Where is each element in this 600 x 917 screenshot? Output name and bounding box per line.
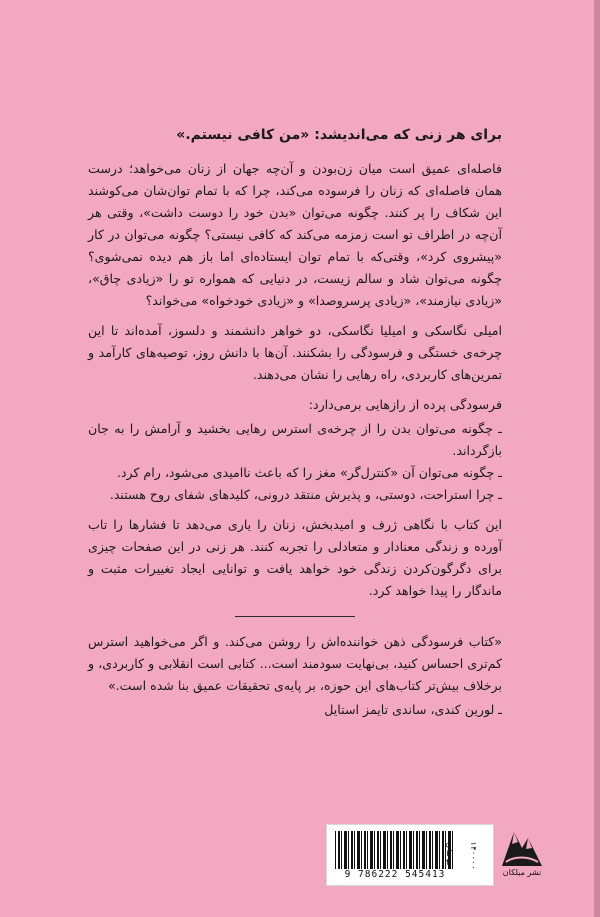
back-cover-text (88, 124, 502, 721)
publisher-logo (498, 822, 546, 884)
isbn-number: 9 786222 545413 (344, 869, 446, 880)
review-attribution: ـ لورین کندی، ساندی تایمز استایل (324, 702, 502, 717)
barcode-bars-icon (335, 831, 453, 869)
list-item: ـ چرا استراحت، دوستی، و پذیرش منتقد درونی، کلیدهای شفای روح هستند. (109, 487, 502, 502)
list-item: ـ چگونه می‌توان بدن را از چرخه‌ی استرس رهایی بخشید و آرامش را به جان بازگرداند. (88, 421, 502, 458)
review-quote: «کتاب فرسودگی ذهن خواننده‌اش را روشن می‌کند. و اگر می‌خواهید استرس کم‌تری احساس کنید، بی‌نهایت سودمند است... کتابی است انقلابی و کاربردی، و برخلاف بیش‌تر کتاب‌های این حوزه، بر پایه‌ی تحقیقات عمیق بنا شده است.» (88, 634, 502, 693)
intro-paragraph: فاصله‌ای عمیق است میان زن‌بودن و آن‌چه جهان از زنان می‌خواهد؛ درست همان فاصله‌ای که زنان را فرسوده می‌کند، چرا که با تمام توان‌شان می‌کوشند این شکاف را پر کنند. چگونه می‌توان «بدن خود را دوست داشت»، وقتی هر آن‌چه در اطراف تو است زمزمه می‌کند که کافی نیستی؟ چگونه می‌توان در کار «پیشروی کرد»، وقتی‌که با تمام توان ایستاده‌ای اما باز هم دیده نمی‌شوی؟ چگونه می‌توان شاد و سالم زیست، در دنیایی که همواره تو را «زیادی چاق»، «زیادی نیازمند»، «زیادی پرسروصدا» و «زیادی خودخواه» می‌خواند؟ (88, 161, 502, 308)
secrets-list (88, 418, 502, 506)
authors-paragraph: امیلی نگاسکی و امیلیا نگاسکی، دو خواهر دانشمند و دلسوز، آمده‌اند تا این چرخه‌ی خستگی و فرسودگی را بشکنند. آن‌ها با دانش روز، توصیه‌های کارآمد و تمرین‌های کاربردی، راه رهایی را نشان می‌دهند. (88, 323, 502, 382)
publisher-name: نشر میلکان (502, 868, 542, 877)
headline: برای هر زنی که می‌اندیشد: «من کافی نیستم.» (176, 127, 502, 143)
mountain-logo-icon (498, 822, 546, 868)
barcode (326, 824, 494, 886)
closing-paragraph: این کتاب با نگاهی ژرف و امیدبخش، زنان را یاری می‌دهد تا فشارها را تاب آورده و زندگی معنادار و متعادلی را تجربه کنند. هر زنی در این صفحات چیزی برای دگرگون‌کردن زندگی خود خواهد یافت و توانایی ایجاد تغییرات مثبت و ماندگار را پیدا خواهد کرد. (88, 517, 502, 598)
secrets-intro: فرسودگی پرده از رازهایی برمی‌دارد: (308, 397, 502, 412)
list-item: ـ چگونه می‌توان آن «کنترل‌گر» مغز را که باعث ناامیدی می‌شود، رام کرد. (116, 465, 502, 480)
divider (235, 616, 355, 617)
price-label: ۱۴۰۰۰۰ تومان (445, 840, 478, 870)
